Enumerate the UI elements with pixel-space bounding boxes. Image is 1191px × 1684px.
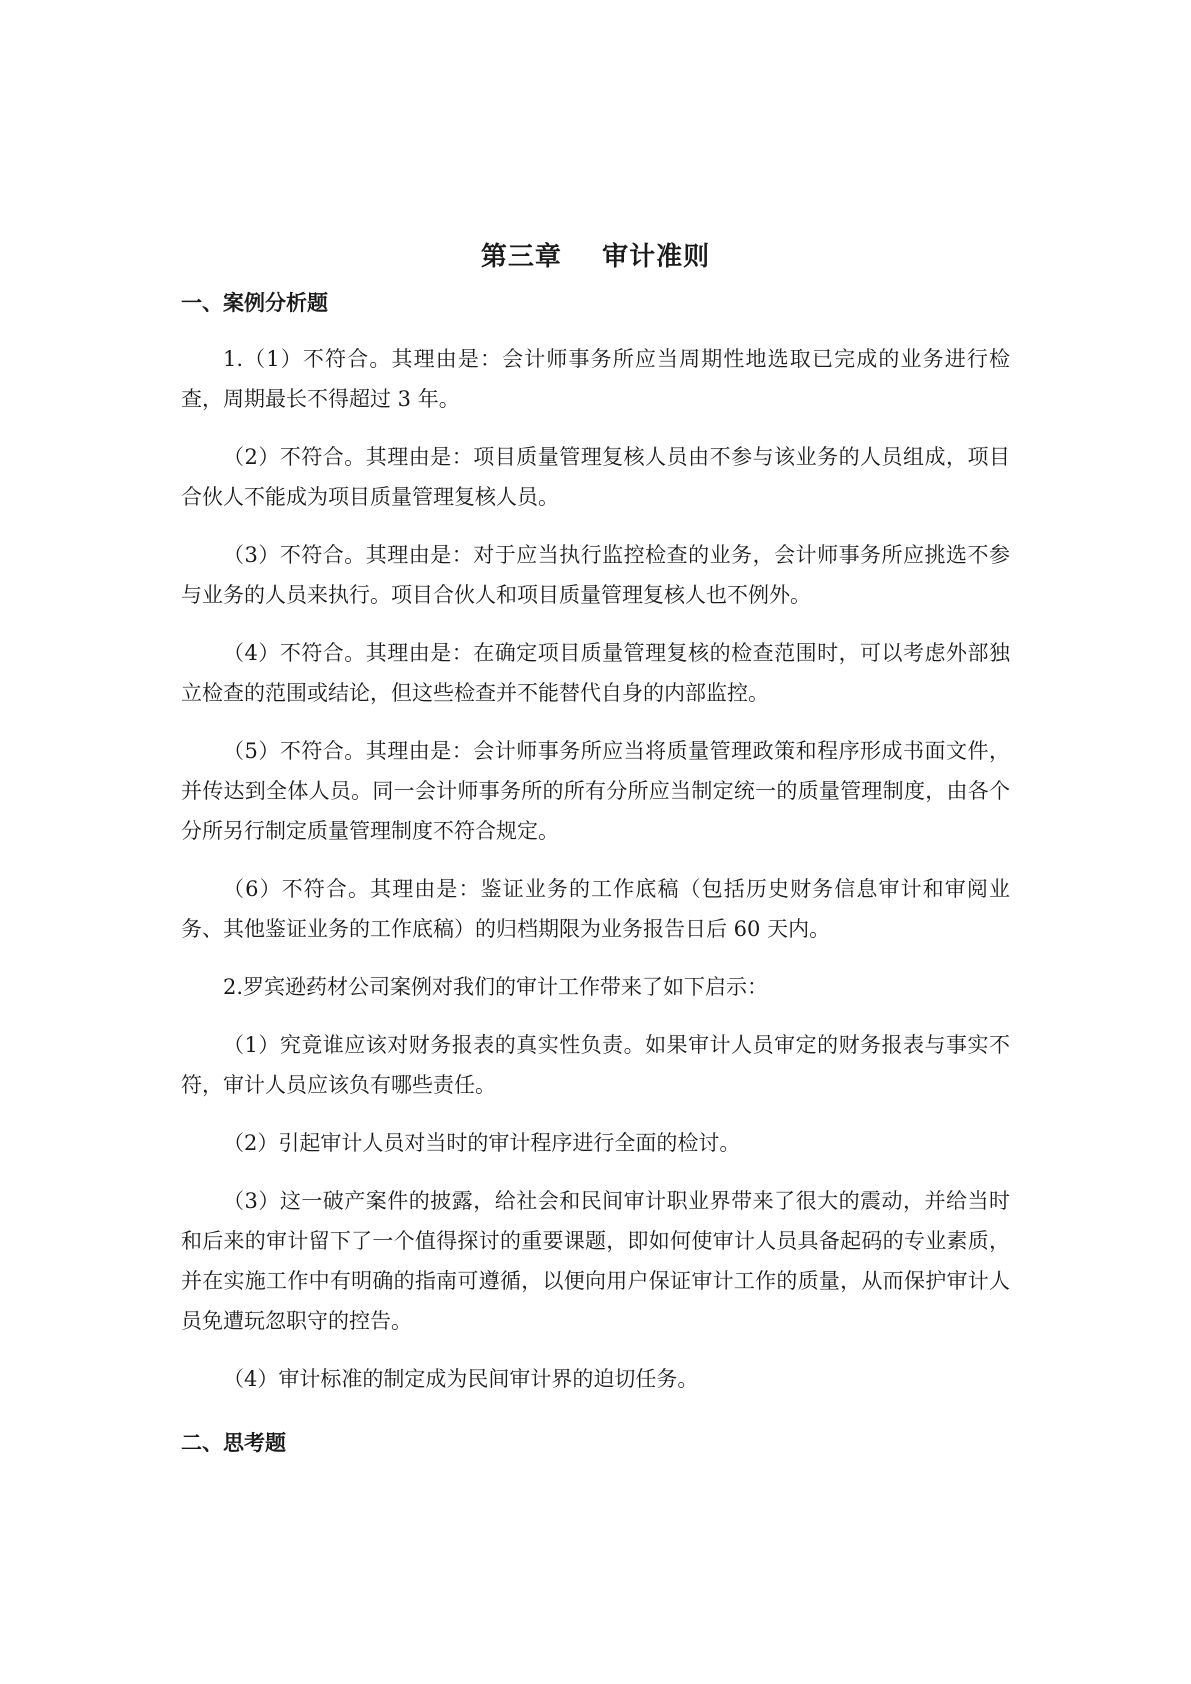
paragraph: （3）这一破产案件的披露，给社会和民间审计职业界带来了很大的震动，并给当时和后来的审计留下了一个值得探讨的重要课题，即如何使审计人员具备起码的专业素质，并在实施工作中有明确的指南可遵循，以便向用户保证审计工作的质量，从而保护审计人员免遭玩忽职守的控告。 xyxy=(181,1189,1010,1333)
document-page xyxy=(181,236,1010,1457)
paragraph: （4）不符合。其理由是：在确定项目质量管理复核的检查范围时，可以考虑外部独立检查的范围或结论，但这些检查并不能替代自身的内部监控。 xyxy=(181,641,1010,705)
paragraph: （5）不符合。其理由是：会计师事务所应当将质量管理政策和程序形成书面文件，并传达到全体人员。同一会计师事务所的所有分所应当制定统一的质量管理制度，由各个分所另行制定质量管理制度不符合规定。 xyxy=(181,739,1010,843)
paragraph: （3）不符合。其理由是：对于应当执行监控检查的业务，会计师事务所应挑选不参与业务的人员来执行。项目合伙人和项目质量管理复核人也不例外。 xyxy=(181,543,1010,607)
chapter-title: 第三章 审计准则 xyxy=(480,242,711,272)
paragraph: 1.（1）不符合。其理由是：会计师事务所应当周期性地选取已完成的业务进行检查，周期最长不得超过 3 年。 xyxy=(181,347,1010,411)
paragraph: （2）引起审计人员对当时的审计程序进行全面的检讨。 xyxy=(223,1131,741,1155)
paragraph: （1）究竟谁应该对财务报表的真实性负责。如果审计人员审定的财务报表与事实不符，审计人员应该负有哪些责任。 xyxy=(181,1033,1010,1097)
paragraph: 2.罗宾逊药材公司案例对我们的审计工作带来了如下启示： xyxy=(223,975,769,999)
paragraph: （4）审计标准的制定成为民间审计界的迫切任务。 xyxy=(223,1367,699,1391)
paragraph: （2）不符合。其理由是：项目质量管理复核人员由不参与该业务的人员组成，项目合伙人不能成为项目质量管理复核人员。 xyxy=(181,445,1010,509)
section-heading-thinking-questions: 二、思考题 xyxy=(181,1431,286,1455)
section-heading-case-analysis: 一、案例分析题 xyxy=(181,291,328,315)
paragraph: （6）不符合。其理由是：鉴证业务的工作底稿（包括历史财务信息审计和审阅业务、其他鉴证业务的工作底稿）的归档期限为业务报告日后 60 天内。 xyxy=(181,877,1010,941)
